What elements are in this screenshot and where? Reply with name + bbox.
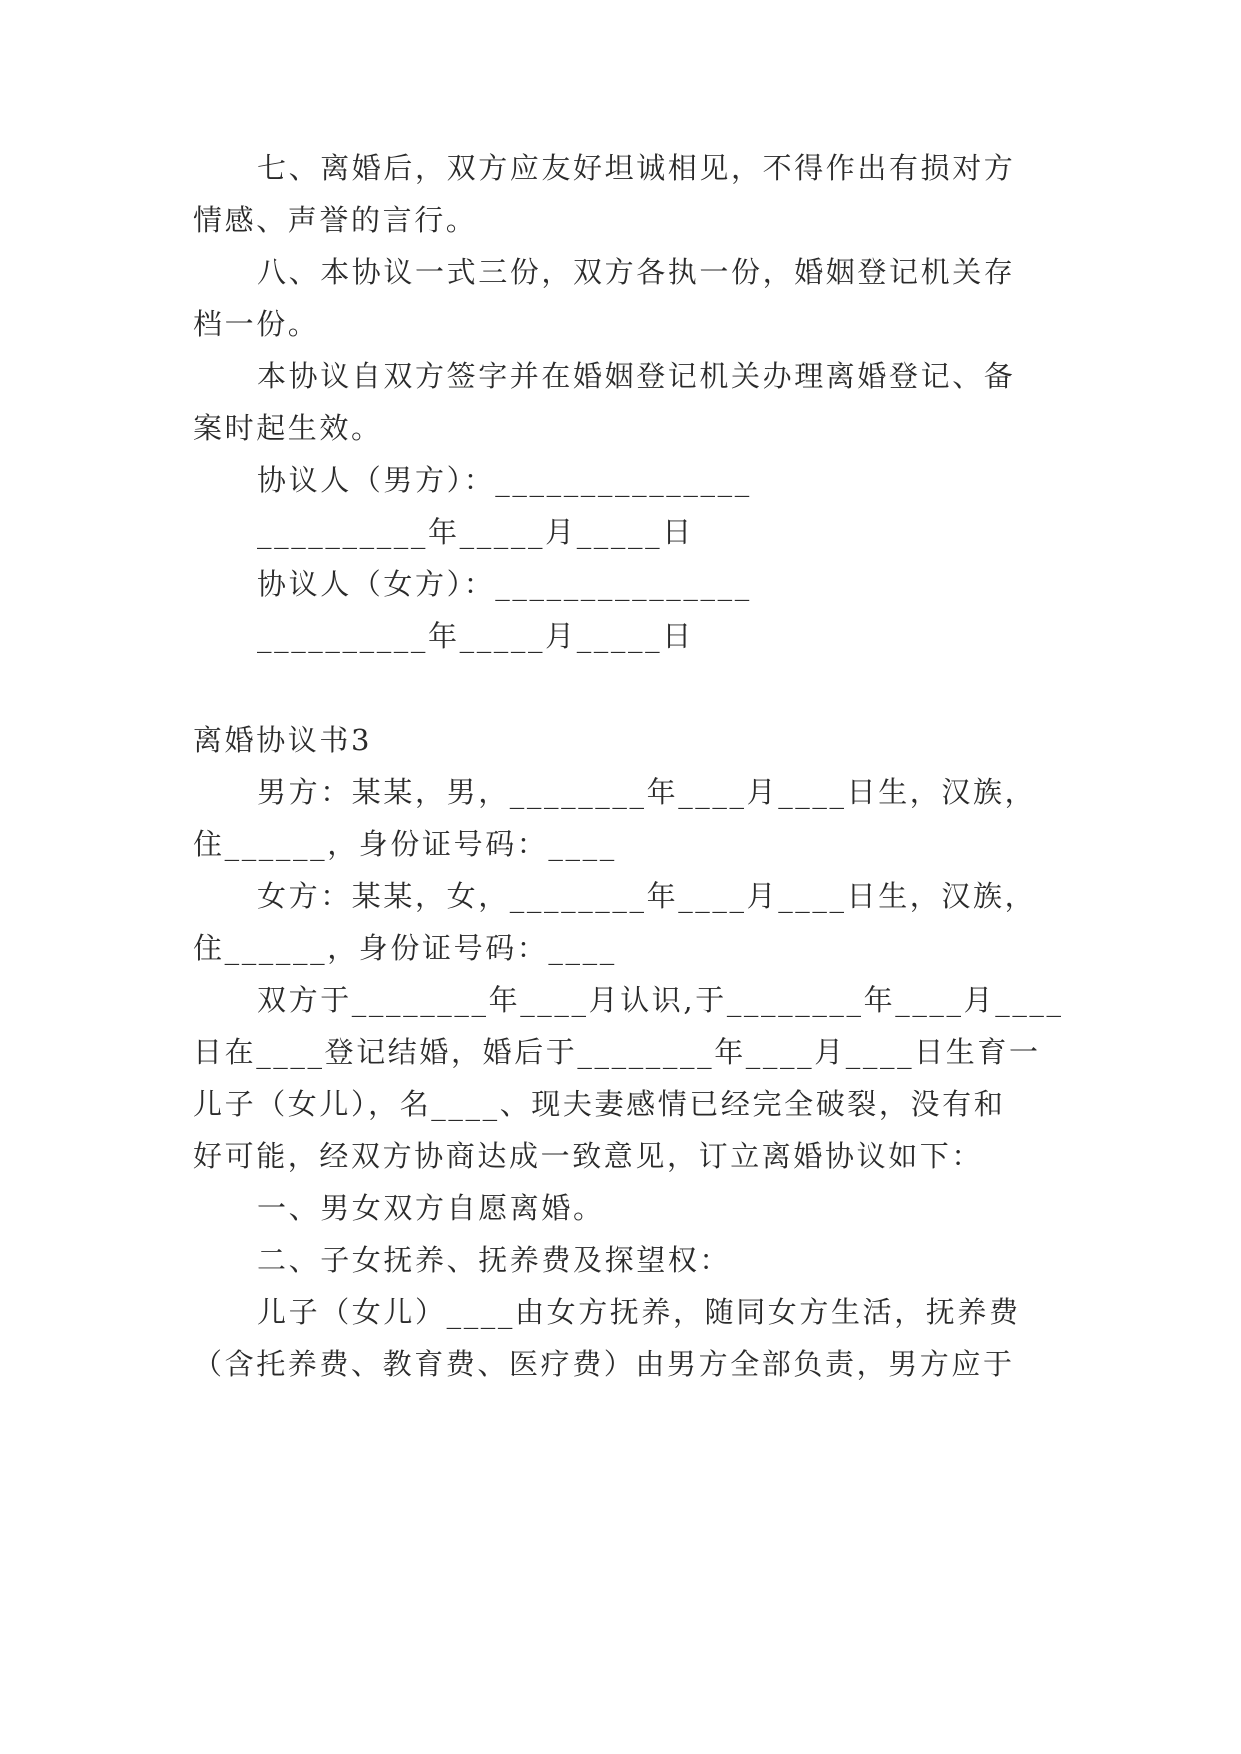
section-title: 离婚协议书3 <box>193 723 373 757</box>
background-line-4: 好可能，经双方协商达成一致意见，订立离婚协议如下： <box>193 1139 984 1173</box>
male-date-line: __________年_____月_____日 <box>257 515 694 549</box>
female-date-line: __________年_____月_____日 <box>257 619 694 653</box>
female-party-line-1: 女方：某某，女，________年____月____日生，汉族， <box>257 879 1037 913</box>
clause-2-heading: 二、子女抚养、抚养费及探望权： <box>257 1243 732 1277</box>
custody-line-2: （含托养费、教育费、医疗费）由男方全部负责，男方应于 <box>193 1347 1015 1381</box>
clause-8-line-2: 档一份。 <box>193 307 320 341</box>
clause-1-line: 一、男女双方自愿离婚。 <box>257 1191 605 1225</box>
clause-7-line-1: 七、离婚后，双方应友好坦诚相见，不得作出有损对方 <box>257 151 1016 185</box>
male-party-line-1: 男方：某某，男，________年____月____日生，汉族， <box>257 775 1037 809</box>
female-party-line-2: 住______，身份证号码：____ <box>193 931 617 965</box>
background-line-3: 儿子（女儿），名____、现夫妻感情已经完全破裂，没有和 <box>193 1087 1006 1121</box>
custody-line-1: 儿子（女儿）____由女方抚养，随同女方生活，抚养费 <box>257 1295 1021 1329</box>
clause-8-line-1: 八、本协议一式三份，双方各执一份，婚姻登记机关存 <box>257 255 1016 289</box>
male-party-line-2: 住______，身份证号码：____ <box>193 827 617 861</box>
background-line-1: 双方于________年____月认识,于________年____月____ <box>257 983 1064 1017</box>
background-line-2: 日在____登记结婚，婚后于________年____月____日生育一 <box>193 1035 1041 1069</box>
male-signature-line: 协议人（男方）：_______________ <box>257 463 752 497</box>
female-signature-line: 协议人（女方）：_______________ <box>257 567 752 601</box>
effective-clause-line-1: 本协议自双方签字并在婚姻登记机关办理离婚登记、备 <box>257 359 1016 393</box>
clause-7-line-2: 情感、声誉的言行。 <box>193 203 478 237</box>
effective-clause-line-2: 案时起生效。 <box>193 411 383 445</box>
